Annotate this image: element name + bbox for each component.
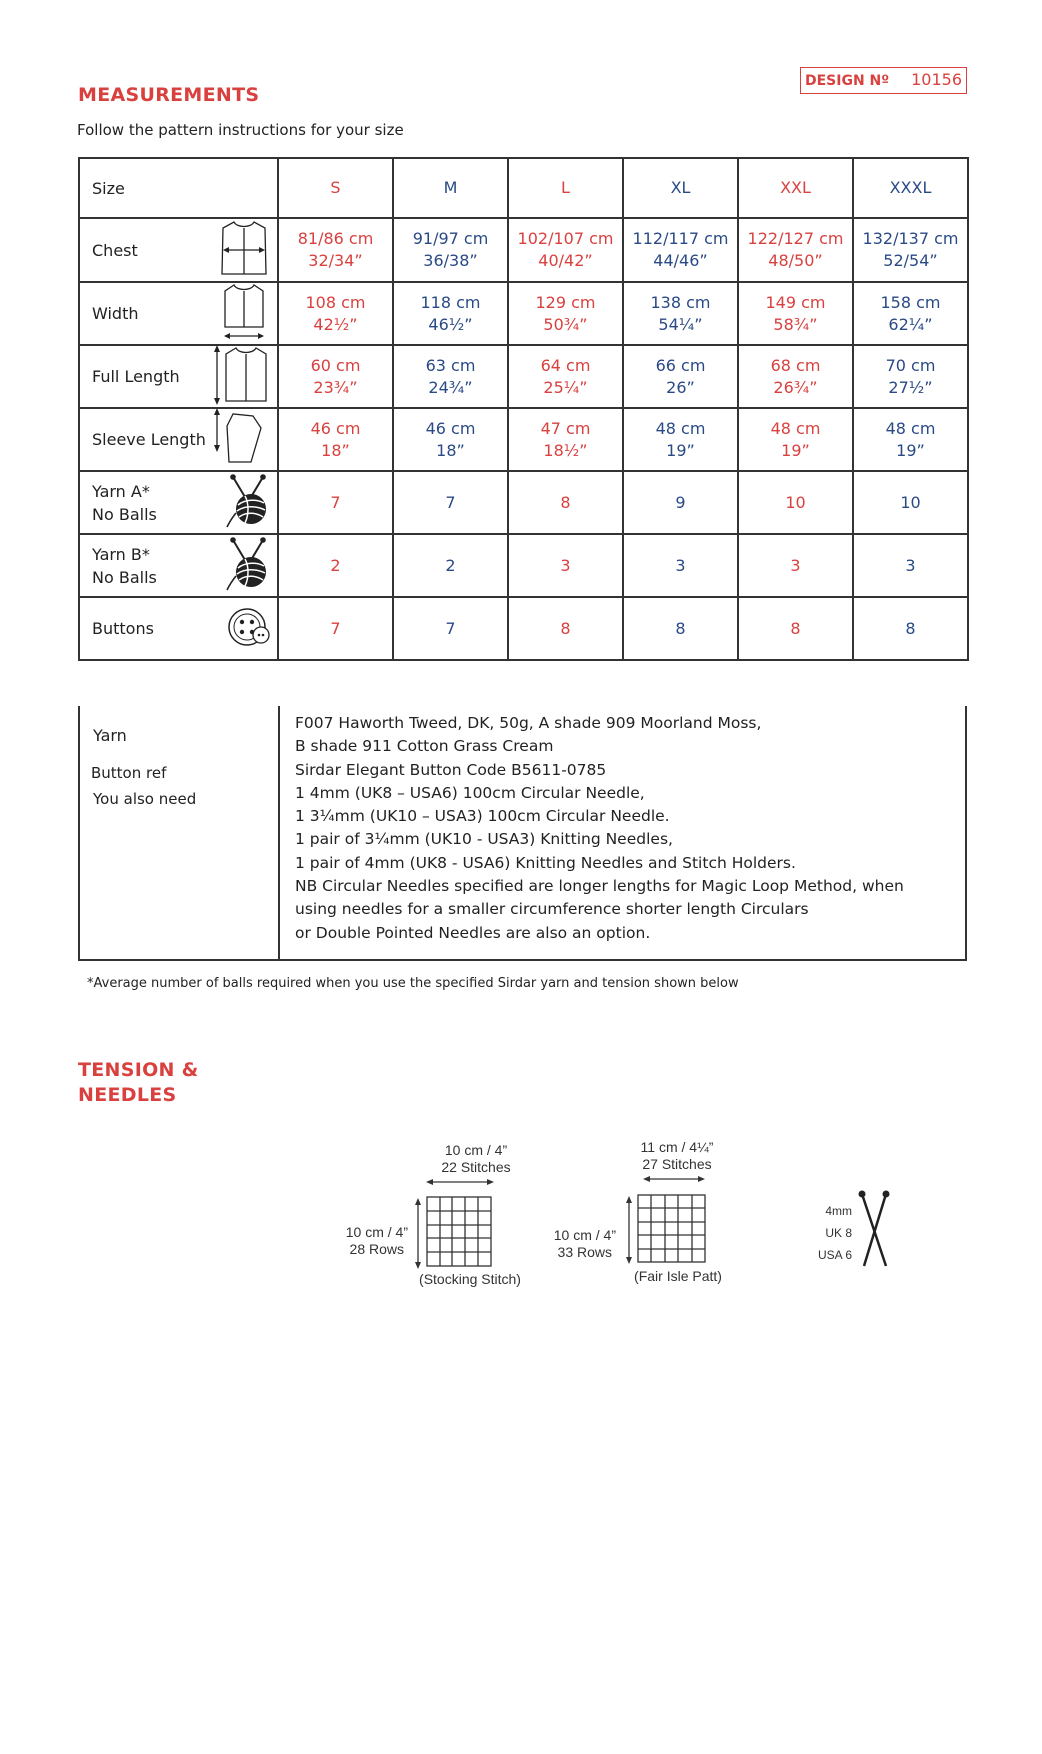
measurement-cell (853, 282, 968, 345)
imperial-value: 48/50” (768, 251, 823, 270)
row-label (79, 534, 278, 597)
measurement-cell (738, 471, 853, 534)
metric-value: 8 (905, 618, 916, 638)
metric-value: 132/137 cm (862, 229, 959, 248)
stocking-width-measure: 10 cm / 4” (444, 1142, 508, 1158)
row-label (79, 282, 278, 345)
imperial-value: 24¾” (428, 377, 473, 397)
info-line: 1 pair of 3¼mm (UK10 - USA3) Knitting Needles, (295, 830, 673, 849)
metric-value: 102/107 cm (517, 229, 614, 248)
measurements-table (78, 157, 969, 661)
metric-value: 48 cm (655, 418, 706, 438)
tension-heading-line1: TENSION & (78, 1059, 199, 1081)
imperial-value: 18” (436, 440, 465, 460)
metric-value: 112/117 cm (632, 229, 729, 248)
metric-value: 48 cm (885, 418, 936, 438)
size-heading: XXXL (853, 158, 968, 218)
intro-text: Follow the pattern instructions for your size (77, 121, 404, 139)
design-number: 10156 (911, 70, 962, 89)
metric-value: 48 cm (770, 418, 821, 438)
imperial-value: 52/54” (883, 251, 938, 270)
info-line: Sirdar Elegant Button Code B5611-0785 (295, 760, 607, 779)
imperial-value: 25¼” (543, 377, 588, 397)
length-garment-icon (211, 343, 271, 411)
info-line: 1 3¼mm (UK10 – USA3) 100cm Circular Needle. (295, 807, 670, 826)
imperial-value: 19” (666, 440, 695, 460)
measurement-cell (623, 282, 738, 345)
measurement-cell (393, 471, 508, 534)
imperial-value: 27½” (888, 377, 933, 397)
metric-value: 66 cm (655, 355, 706, 375)
imperial-value: 19” (781, 440, 810, 460)
imperial-value: 54¼” (658, 314, 703, 334)
row-label-text: Buttons (92, 619, 154, 638)
metric-value: 2 (330, 555, 341, 575)
measurement-cell (623, 471, 738, 534)
info-line: B shade 911 Cotton Grass Cream (295, 737, 554, 756)
imperial-value: 26” (666, 377, 695, 397)
imperial-value: 23¾” (313, 377, 358, 397)
info-line: 1 4mm (UK8 – USA6) 100cm Circular Needle, (295, 783, 645, 802)
stocking-swatch-grid (320, 1140, 550, 1290)
size-heading: XXL (738, 158, 853, 218)
metric-value: 70 cm (885, 355, 936, 375)
imperial-value: 58¾” (773, 314, 818, 334)
fairisle-swatch-grid (528, 1137, 758, 1287)
row-label-text: Sleeve Length (92, 430, 206, 449)
metric-value: 9 (675, 492, 686, 512)
metric-value: 158 cm (880, 292, 941, 312)
measurement-cell (738, 534, 853, 597)
metric-value: 10 (785, 492, 806, 512)
imperial-value: 18½” (543, 440, 588, 460)
measurement-cell (623, 534, 738, 597)
measurement-row (79, 345, 968, 408)
metric-value: 47 cm (540, 418, 591, 438)
metric-value: 10 (900, 492, 921, 512)
row-label-text: Chest (92, 240, 138, 260)
metric-value: 46 cm (310, 418, 361, 438)
metric-value: 91/97 cm (412, 229, 489, 248)
metric-value: 7 (445, 492, 456, 512)
size-heading: L (508, 158, 623, 218)
measurement-cell (508, 282, 623, 345)
measurement-cell (738, 345, 853, 408)
metric-value: 118 cm (420, 292, 481, 312)
info-text (295, 712, 965, 945)
metric-value: 149 cm (765, 292, 826, 312)
measurement-cell (738, 218, 853, 282)
measurement-cell (853, 534, 968, 597)
row-label (79, 345, 278, 408)
footnote: *Average number of balls required when you use the specified Sirdar yarn and tension shown below (87, 976, 739, 991)
measurement-cell (393, 218, 508, 282)
metric-value: 8 (560, 492, 571, 512)
needle-uk: UK 8 (825, 1226, 852, 1240)
measurement-cell (278, 534, 393, 597)
yarn-label: Yarn (93, 726, 127, 745)
also-need-label: You also need (93, 790, 197, 808)
design-number-box (800, 67, 967, 94)
measurement-cell (508, 471, 623, 534)
measurement-cell (738, 408, 853, 471)
fairisle-tension (528, 1137, 758, 1287)
size-header-row (79, 158, 968, 218)
stocking-row-count: 28 Rows (349, 1241, 404, 1257)
metric-value: 7 (445, 618, 456, 638)
measurement-cell (853, 218, 968, 282)
metric-value: 3 (790, 555, 801, 575)
metric-value: 3 (675, 555, 686, 575)
yarn-ball-icon (225, 473, 271, 533)
size-heading: XL (623, 158, 738, 218)
measurement-cell (853, 408, 968, 471)
row-label-text: Yarn A* (92, 481, 150, 501)
info-line: or Double Pointed Needles are also an option. (295, 923, 651, 942)
metric-value: 64 cm (540, 355, 591, 375)
measurement-cell (278, 408, 393, 471)
row-label-text: Yarn B* (92, 544, 150, 564)
measurement-cell (508, 345, 623, 408)
metric-value: 3 (560, 555, 571, 575)
button-ref-label: Button ref (91, 764, 167, 782)
row-label (79, 218, 278, 282)
imperial-value: 40/42” (538, 251, 593, 270)
measurement-cell (278, 218, 393, 282)
measurement-row (79, 282, 968, 345)
fairisle-width-measure: 11 cm / 4¼” (640, 1139, 714, 1155)
measurement-cell (623, 408, 738, 471)
measurement-row (79, 597, 968, 660)
width-garment-icon (217, 281, 271, 347)
stocking-caption: (Stocking Stitch) (419, 1271, 521, 1287)
metric-value: 60 cm (310, 355, 361, 375)
row-label-text: Width (92, 304, 139, 323)
measurement-cell (393, 597, 508, 660)
imperial-value: 32/34” (308, 251, 363, 270)
fairisle-height-measure: 10 cm / 4” (553, 1227, 616, 1243)
measurement-cell (278, 345, 393, 408)
sleeve-length-icon (211, 406, 271, 474)
measurement-row (79, 471, 968, 534)
measurement-cell (508, 597, 623, 660)
measurement-cell (508, 534, 623, 597)
design-label: DESIGN Nº (805, 73, 890, 89)
row-label (79, 408, 278, 471)
measurement-cell (853, 471, 968, 534)
metric-value: 122/127 cm (747, 229, 844, 248)
measurement-cell (623, 218, 738, 282)
measurement-cell (623, 345, 738, 408)
measurement-cell (853, 597, 968, 660)
row-label-text: No Balls (92, 567, 157, 587)
imperial-value: 50¾” (543, 314, 588, 334)
measurement-cell (738, 282, 853, 345)
metric-value: 108 cm (305, 292, 366, 312)
measurement-cell (278, 282, 393, 345)
metric-value: 8 (560, 618, 571, 638)
size-heading: M (393, 158, 508, 218)
chest-garment-icon (217, 218, 271, 282)
imperial-value: 18” (321, 440, 350, 460)
measurement-row (79, 218, 968, 282)
stocking-tension (320, 1140, 550, 1290)
metric-value: 3 (905, 555, 916, 575)
measurement-row (79, 534, 968, 597)
measurement-cell (393, 345, 508, 408)
row-label (79, 597, 278, 660)
measurement-cell (508, 218, 623, 282)
row-label (79, 471, 278, 534)
measurement-cell (738, 597, 853, 660)
info-line: NB Circular Needles specified are longer lengths for Magic Loop Method, when (295, 877, 904, 896)
measurement-cell (393, 282, 508, 345)
fairisle-stitch-count: 27 Stitches (642, 1156, 712, 1172)
button-icon (227, 605, 271, 653)
metric-value: 63 cm (425, 355, 476, 375)
needle-mm: 4mm (825, 1204, 852, 1218)
crossed-needles-icon (858, 1190, 898, 1270)
metric-value: 8 (790, 618, 801, 638)
fairisle-caption: (Fair Isle Patt) (634, 1268, 722, 1284)
imperial-value: 44/46” (653, 251, 708, 270)
fairisle-row-count: 33 Rows (557, 1244, 612, 1260)
tension-heading-line2: NEEDLES (78, 1084, 177, 1106)
imperial-value: 26¾” (773, 377, 818, 397)
info-box (78, 706, 967, 961)
info-line: using needles for a smaller circumference shorter length Circulars (295, 900, 809, 919)
yarn-ball-icon (225, 536, 271, 596)
metric-value: 46 cm (425, 418, 476, 438)
measurements-heading: MEASUREMENTS (78, 84, 260, 106)
needle-size (800, 1190, 920, 1270)
size-heading: S (278, 158, 393, 218)
imperial-value: 36/38” (423, 251, 478, 270)
measurement-cell (393, 408, 508, 471)
measurement-cell (278, 597, 393, 660)
imperial-value: 46½” (428, 314, 473, 334)
imperial-value: 62¼” (888, 314, 933, 334)
metric-value: 7 (330, 618, 341, 638)
size-label: Size (79, 158, 278, 218)
stocking-height-measure: 10 cm / 4” (345, 1224, 408, 1240)
measurement-row (79, 408, 968, 471)
metric-value: 2 (445, 555, 456, 575)
tension-heading (78, 1058, 199, 1108)
measurement-cell (393, 534, 508, 597)
measurement-cell (853, 345, 968, 408)
stocking-stitch-count: 22 Stitches (441, 1159, 511, 1175)
measurement-cell (278, 471, 393, 534)
metric-value: 7 (330, 492, 341, 512)
measurement-cell (623, 597, 738, 660)
metric-value: 129 cm (535, 292, 596, 312)
row-label-text: No Balls (92, 504, 157, 524)
info-line: 1 pair of 4mm (UK8 - USA6) Knitting Needles and Stitch Holders. (295, 853, 796, 872)
info-line: F007 Haworth Tweed, DK, 50g, A shade 909 Moorland Moss, (295, 714, 762, 732)
needle-usa: USA 6 (817, 1248, 852, 1262)
imperial-value: 42½” (313, 314, 358, 334)
metric-value: 138 cm (650, 292, 711, 312)
metric-value: 81/86 cm (297, 229, 374, 248)
metric-value: 8 (675, 618, 686, 638)
metric-value: 68 cm (770, 355, 821, 375)
measurement-cell (508, 408, 623, 471)
row-label-text: Full Length (92, 367, 180, 386)
imperial-value: 19” (896, 440, 925, 460)
